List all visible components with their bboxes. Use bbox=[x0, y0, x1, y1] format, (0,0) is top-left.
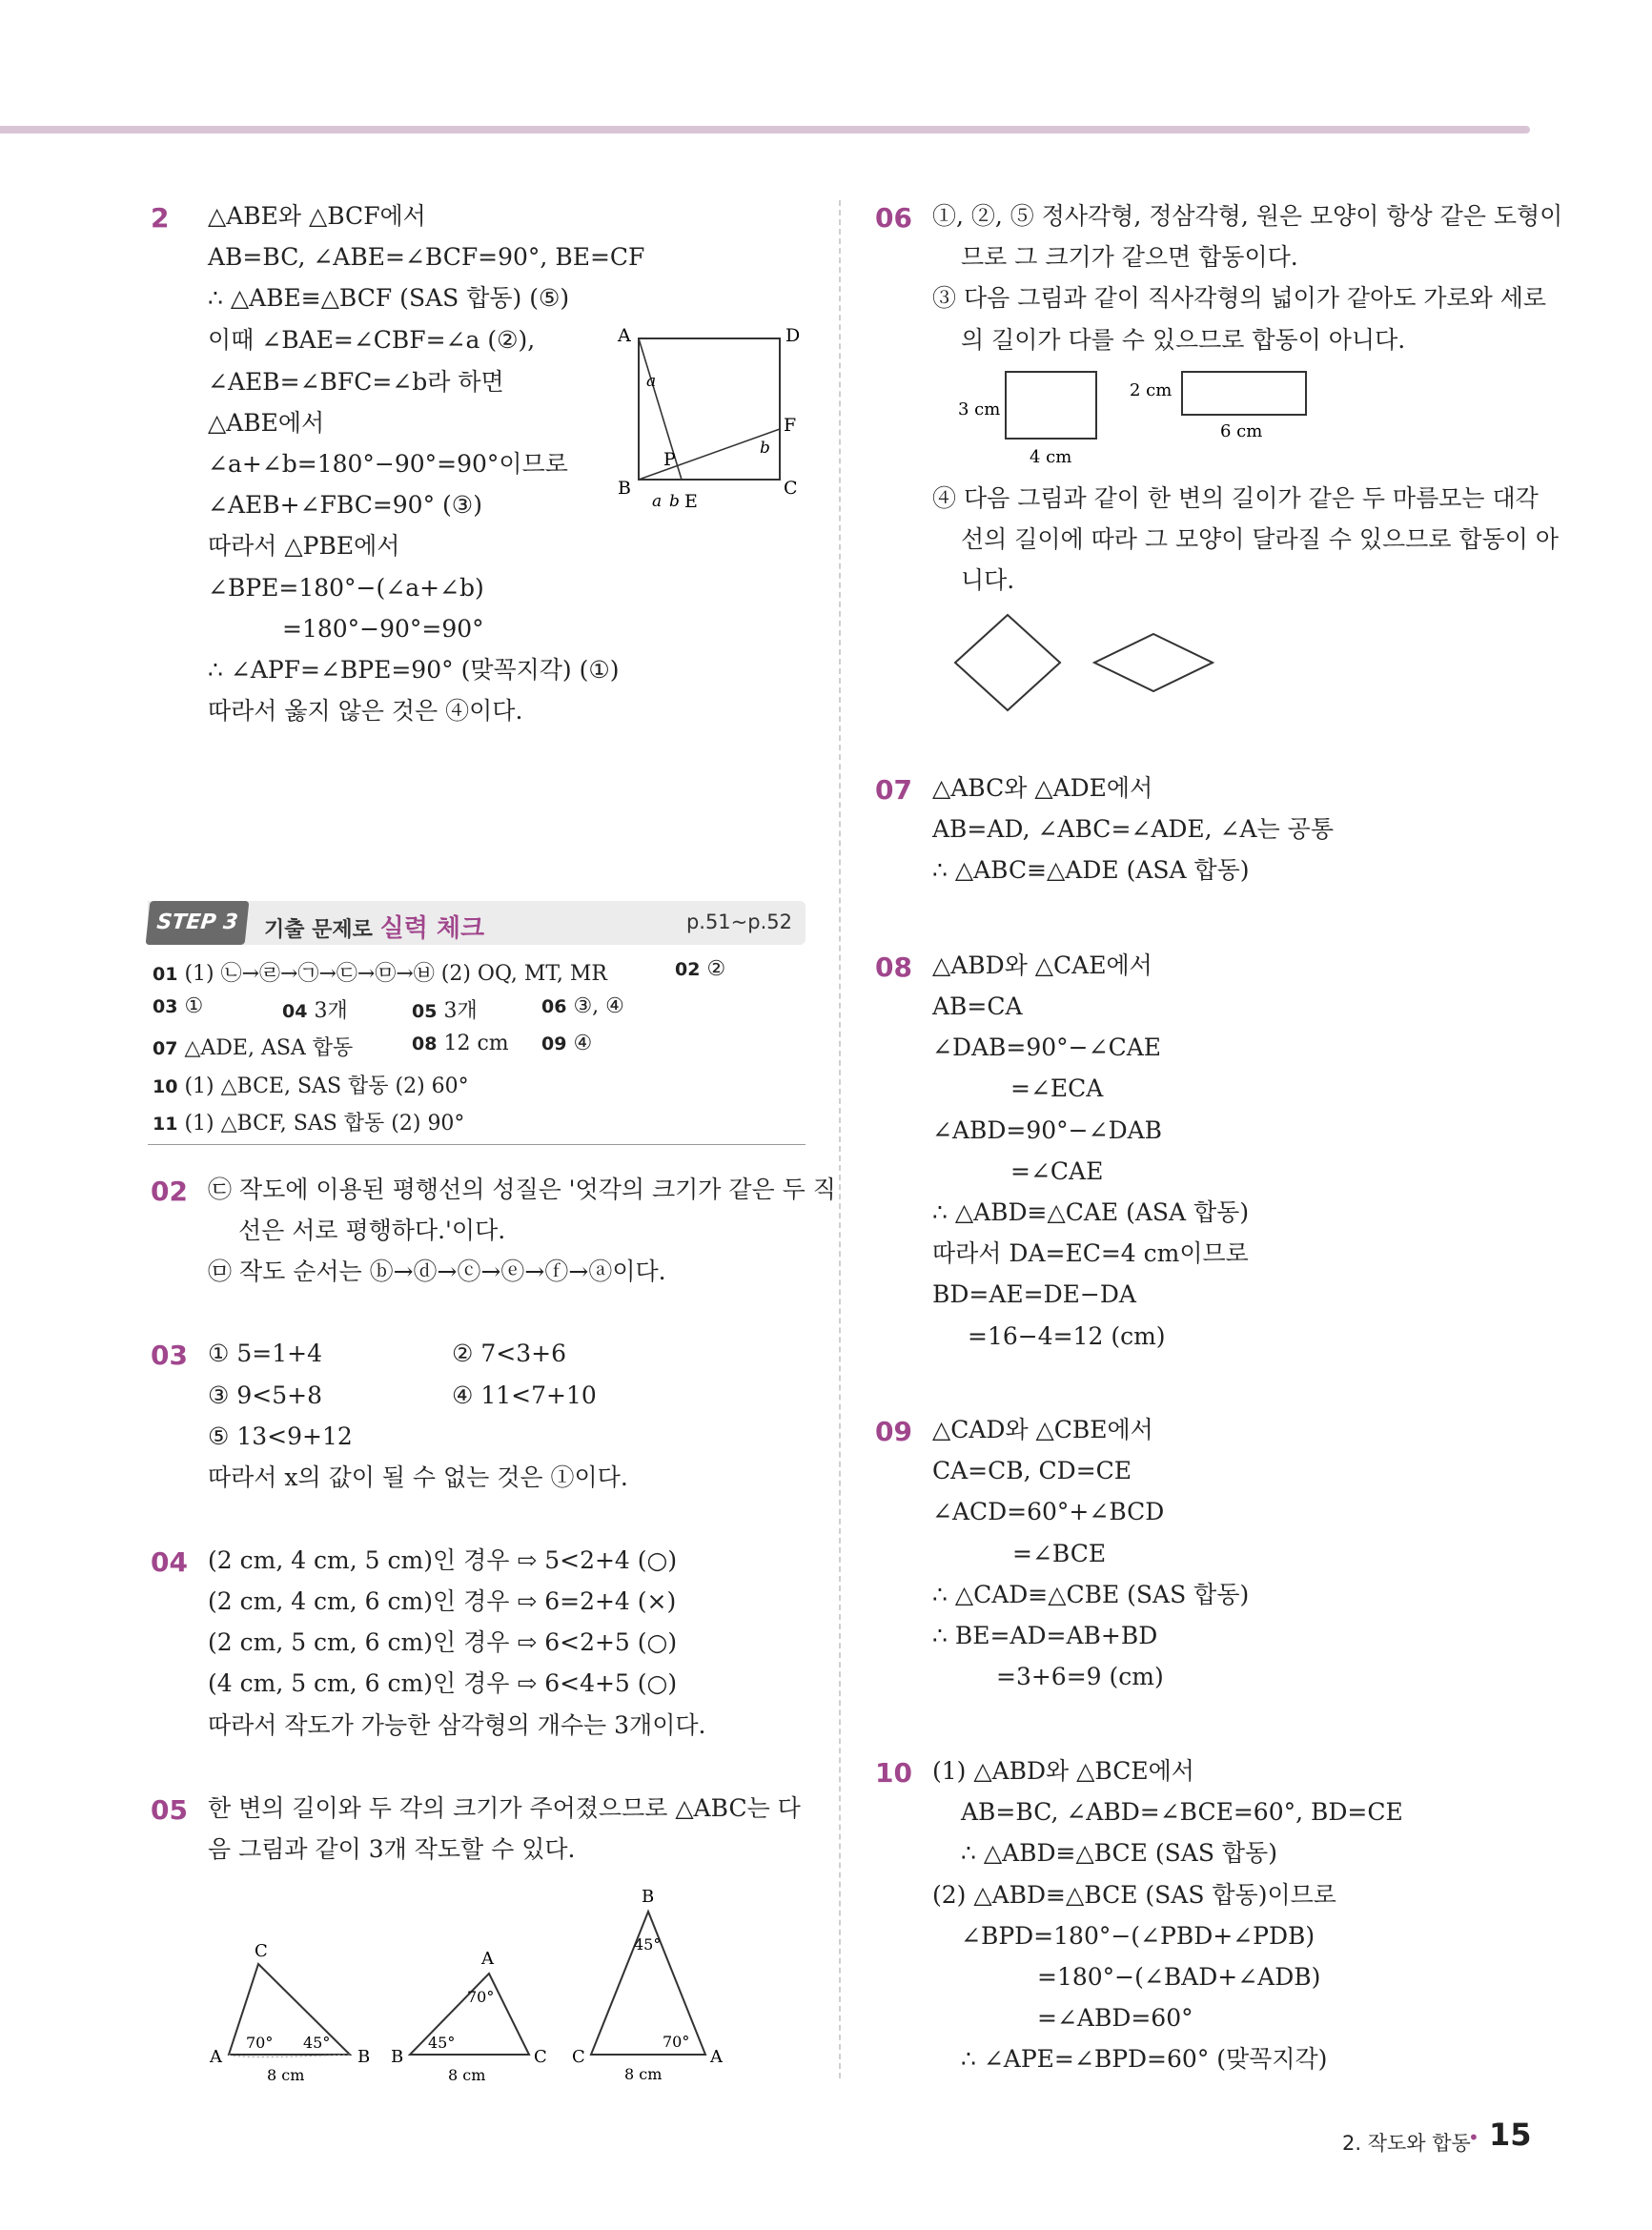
solution-line: 따라서 작도가 가능한 삼각형의 개수는 3개이다. bbox=[208, 1711, 706, 1739]
answer-item bbox=[153, 994, 203, 1018]
angle-label: a bbox=[652, 492, 663, 511]
step3-title-prefix: 기출 문제로 bbox=[264, 918, 373, 942]
vertex-label: C bbox=[255, 1941, 268, 1961]
answer-number: 01 bbox=[153, 964, 178, 985]
length-label: 8 cm bbox=[624, 2065, 663, 2083]
solution-line: ㉢ 작도에 이용된 평행선의 성질은 '엇각의 크기가 같은 두 직 bbox=[208, 1176, 836, 1203]
solution-line: ∴ ∠APF=∠BPE=90° (맞꼭지각) (①) bbox=[208, 656, 620, 684]
answer-text: ④ bbox=[573, 1032, 593, 1055]
page-number: 15 bbox=[1489, 2117, 1532, 2153]
length-label: 6 cm bbox=[1220, 421, 1263, 441]
footer-bullet: • bbox=[1468, 2126, 1479, 2149]
solution-line: AB=BC, ∠ABE=∠BCF=90°, BE=CF bbox=[208, 243, 645, 271]
problem-number: 05 bbox=[151, 1794, 188, 1826]
vertex-label: C bbox=[784, 478, 798, 499]
answer-number: 06 bbox=[541, 996, 567, 1017]
solution-line: 따라서 △PBE에서 bbox=[208, 532, 400, 560]
angle-label: 70° bbox=[663, 2033, 690, 2051]
solution-line: (2 cm, 4 cm, 5 cm)인 경우 ⇨ 5<2+4 (○) bbox=[208, 1546, 678, 1574]
solution-line: △CAD와 △CBE에서 bbox=[932, 1416, 1153, 1443]
answer-text: 3개 bbox=[443, 999, 478, 1023]
answer-item bbox=[541, 994, 624, 1018]
vertex-label: B bbox=[618, 478, 631, 499]
solution-line: ∴ △CAD≡△CBE (SAS 합동) bbox=[932, 1581, 1250, 1608]
angle-label: 70° bbox=[467, 1988, 495, 2006]
solution-line: =∠BCE bbox=[1012, 1540, 1107, 1567]
solution-line: =∠CAE bbox=[1010, 1157, 1104, 1185]
solution-line: ∠AEB=∠BFC=∠b라 하면 bbox=[208, 368, 504, 396]
triangle-figure-3 bbox=[567, 1883, 734, 2088]
answer-text: (1) △BCE, SAS 합동 (2) 60° bbox=[184, 1074, 469, 1098]
solution-line: △ABE와 △BCF에서 bbox=[208, 202, 426, 230]
chapter-label: 2. 작도와 합동 bbox=[1342, 2132, 1471, 2155]
angle-label: a bbox=[646, 372, 657, 391]
vertex-label: A bbox=[481, 1949, 494, 1969]
length-label: 4 cm bbox=[1030, 447, 1072, 467]
solution-line: ∠BPE=180°−(∠a+∠b) bbox=[208, 574, 484, 602]
step3-title bbox=[264, 909, 484, 944]
solution-line: AB=BC, ∠ABD=∠BCE=60°, BD=CE bbox=[961, 1798, 1403, 1826]
angle-label: 45° bbox=[303, 2034, 331, 2052]
vertex-label: C bbox=[572, 2047, 585, 2067]
answer-item bbox=[541, 1032, 592, 1055]
answer-text: △ADE, ASA 합동 bbox=[184, 1036, 354, 1060]
vertex-label: B bbox=[642, 1887, 655, 1907]
square-figure bbox=[610, 324, 810, 515]
column-divider bbox=[839, 200, 841, 2078]
rhombus-figure bbox=[953, 610, 1230, 715]
step3-title-highlight: 실력 체크 bbox=[379, 914, 485, 943]
solution-line: ㉤ 작도 순서는 ⓑ→ⓓ→ⓒ→ⓔ→ⓕ→ⓐ이다. bbox=[208, 1258, 666, 1285]
solution-line: △ABC와 △ADE에서 bbox=[932, 774, 1153, 802]
vertex-label: D bbox=[785, 325, 801, 346]
problem-number: 04 bbox=[151, 1546, 188, 1578]
answer-item bbox=[153, 1032, 353, 1061]
answer-text: (1) ㉡→㉣→㉠→㉢→㉤→㉥ (2) OQ, MT, MR bbox=[184, 962, 607, 986]
solution-line: (2 cm, 4 cm, 6 cm)인 경우 ⇨ 6=2+4 (×) bbox=[208, 1587, 677, 1615]
problem-number: 08 bbox=[875, 951, 912, 983]
triangle-figure-1 bbox=[205, 1935, 377, 2088]
answer-text: (1) △BCF, SAS 합동 (2) 90° bbox=[184, 1112, 465, 1135]
solution-line: 이때 ∠BAE=∠CBF=∠a (②), bbox=[208, 326, 536, 354]
solution-line: =180°−(∠BAD+∠ADB) bbox=[1037, 1963, 1321, 1991]
problem-number: 03 bbox=[151, 1340, 188, 1371]
solution-line: 선의 길이에 따라 그 모양이 달라질 수 있으므로 합동이 아 bbox=[961, 525, 1559, 553]
vertex-label: B bbox=[357, 2047, 371, 2067]
solution-line: ④ 다음 그림과 같이 한 변의 길이가 같은 두 마름모는 대각 bbox=[932, 484, 1539, 512]
solution-line: =16−4=12 (cm) bbox=[968, 1322, 1166, 1350]
answer-number: 08 bbox=[412, 1033, 438, 1054]
answer-number: 02 bbox=[675, 959, 701, 980]
solution-line: 음 그림과 같이 3개 작도할 수 있다. bbox=[208, 1835, 576, 1863]
vertex-label: E bbox=[684, 491, 698, 512]
solution-line: ④ 11<7+10 bbox=[452, 1381, 597, 1409]
solution-line: ∴ △ABC≡△ADE (ASA 합동) bbox=[932, 856, 1250, 884]
answer-number: 11 bbox=[153, 1114, 178, 1135]
solution-line: (2 cm, 5 cm, 6 cm)인 경우 ⇨ 6<2+5 (○) bbox=[208, 1628, 678, 1656]
vertex-label: A bbox=[710, 2047, 723, 2067]
problem-number: 07 bbox=[875, 774, 912, 806]
triangle-figure-2 bbox=[386, 1935, 558, 2088]
angle-label: 70° bbox=[246, 2034, 274, 2052]
answer-number: 04 bbox=[282, 1001, 308, 1022]
solution-line: ①, ②, ⑤ 정사각형, 정삼각형, 원은 모양이 항상 같은 도형이 bbox=[932, 202, 1563, 230]
problem-number: 10 bbox=[875, 1757, 912, 1789]
step3-tag: STEP 3 bbox=[146, 901, 250, 945]
solution-line: AB=CA bbox=[932, 992, 1023, 1020]
solution-line: ∴ BE=AD=AB+BD bbox=[932, 1622, 1158, 1649]
solution-line: ∴ △ABD≡△CAE (ASA 합동) bbox=[932, 1198, 1250, 1226]
length-label: 8 cm bbox=[448, 2066, 486, 2084]
solution-line: AB=AD, ∠ABC=∠ADE, ∠A는 공통 bbox=[932, 815, 1334, 843]
solution-line: ∠BPD=180°−(∠PBD+∠PDB) bbox=[961, 1922, 1315, 1950]
step3-pages: p.51~p.52 bbox=[685, 910, 792, 933]
vertex-label: F bbox=[784, 415, 797, 436]
length-label: 2 cm bbox=[1130, 380, 1173, 400]
solution-line: ∠AEB+∠FBC=90° (③) bbox=[208, 491, 482, 519]
length-label: 3 cm bbox=[958, 399, 1001, 419]
answer-item bbox=[153, 1070, 469, 1099]
solution-line: =∠ABD=60° bbox=[1037, 2004, 1193, 2032]
solution-line: 따라서 DA=EC=4 cm이므로 bbox=[932, 1239, 1249, 1267]
solution-line: 므로 그 크기가 같으면 합동이다. bbox=[961, 243, 1298, 271]
vertex-label: A bbox=[618, 325, 631, 346]
solution-line: (4 cm, 5 cm, 6 cm)인 경우 ⇨ 6<4+5 (○) bbox=[208, 1669, 678, 1697]
angle-label: 45° bbox=[634, 1935, 662, 1954]
vertex-label: B bbox=[391, 2047, 404, 2067]
answer-number: 03 bbox=[153, 996, 178, 1017]
problem-number: 02 bbox=[151, 1176, 188, 1207]
solution-line: 선은 서로 평행하다.'이다. bbox=[238, 1217, 506, 1244]
solution-line: 한 변의 길이와 두 각의 크기가 주어졌으므로 △ABC는 다 bbox=[208, 1794, 801, 1822]
solution-line: CA=CB, CD=CE bbox=[932, 1457, 1132, 1484]
solution-line: 따라서 x의 값이 될 수 없는 것은 ①이다. bbox=[208, 1463, 628, 1491]
vertex-label: P bbox=[663, 449, 676, 470]
solution-line: ∠DAB=90°−∠CAE bbox=[932, 1033, 1162, 1061]
answer-text: ② bbox=[706, 957, 726, 981]
problem-number: 2 bbox=[151, 202, 170, 234]
top-decorative-bar bbox=[0, 126, 1530, 133]
answer-key-divider bbox=[148, 1144, 806, 1145]
solution-line: 따라서 옳지 않은 것은 ④이다. bbox=[208, 697, 523, 725]
angle-label: 45° bbox=[428, 2034, 456, 2052]
solution-line: (1) △ABD와 △BCE에서 bbox=[932, 1757, 1194, 1785]
problem-number: 09 bbox=[875, 1416, 912, 1447]
solution-line: ∴ ∠APE=∠BPD=60° (맞꼭지각) bbox=[961, 2045, 1328, 2073]
solution-line: =3+6=9 (cm) bbox=[996, 1663, 1164, 1690]
solution-line: ∴ △ABE≡△BCF (SAS 합동) (⑤) bbox=[208, 284, 570, 312]
solution-line: ∠ABD=90°−∠DAB bbox=[932, 1116, 1163, 1144]
answer-item bbox=[282, 994, 348, 1024]
answer-text: ① bbox=[184, 994, 204, 1018]
answer-item bbox=[153, 1107, 464, 1136]
answer-number: 07 bbox=[153, 1038, 178, 1059]
step3-header bbox=[148, 901, 806, 945]
answer-number: 10 bbox=[153, 1076, 178, 1097]
solution-line: ∴ △ABD≡△BCE (SAS 합동) bbox=[961, 1839, 1277, 1867]
answer-item bbox=[153, 957, 607, 987]
answer-number: 09 bbox=[541, 1033, 567, 1054]
solution-line: 니다. bbox=[961, 566, 1015, 594]
solution-line: △ABD와 △CAE에서 bbox=[932, 951, 1152, 979]
answer-item bbox=[675, 957, 725, 981]
rectangles-figure bbox=[953, 367, 1315, 472]
answer-text: 3개 bbox=[314, 999, 348, 1023]
solution-line: ③ 9<5+8 bbox=[208, 1381, 322, 1409]
answer-number: 05 bbox=[412, 1001, 438, 1022]
answer-item bbox=[412, 1032, 509, 1055]
angle-label: b bbox=[669, 492, 680, 511]
answer-text: 12 cm bbox=[443, 1032, 509, 1055]
solution-line: ③ 다음 그림과 같이 직사각형의 넓이가 같아도 가로와 세로 bbox=[932, 284, 1547, 312]
solution-line: ② 7<3+6 bbox=[452, 1340, 566, 1367]
problem-number: 06 bbox=[875, 202, 912, 234]
vertex-label: C bbox=[534, 2047, 547, 2067]
solution-line: ∠a+∠b=180°−90°=90°이므로 bbox=[208, 450, 568, 478]
length-label: 8 cm bbox=[267, 2066, 305, 2084]
vertex-label: A bbox=[210, 2047, 222, 2067]
angle-label: b bbox=[760, 439, 770, 458]
solution-line: ⑤ 13<9+12 bbox=[208, 1422, 353, 1450]
solution-line: =∠ECA bbox=[1010, 1074, 1104, 1102]
solution-line: ∠ACD=60°+∠BCD bbox=[932, 1498, 1165, 1525]
solution-line: 의 길이가 다를 수 있으므로 합동이 아니다. bbox=[961, 326, 1406, 354]
solution-line: ① 5=1+4 bbox=[208, 1340, 322, 1367]
solution-line: =180°−90°=90° bbox=[282, 615, 484, 643]
solution-line: △ABE에서 bbox=[208, 409, 325, 437]
answer-item bbox=[412, 994, 478, 1024]
solution-line: BD=AE=DE−DA bbox=[932, 1280, 1136, 1308]
solution-line: (2) △ABD≡△BCE (SAS 합동)이므로 bbox=[932, 1881, 1336, 1909]
answer-text: ③, ④ bbox=[573, 994, 624, 1018]
